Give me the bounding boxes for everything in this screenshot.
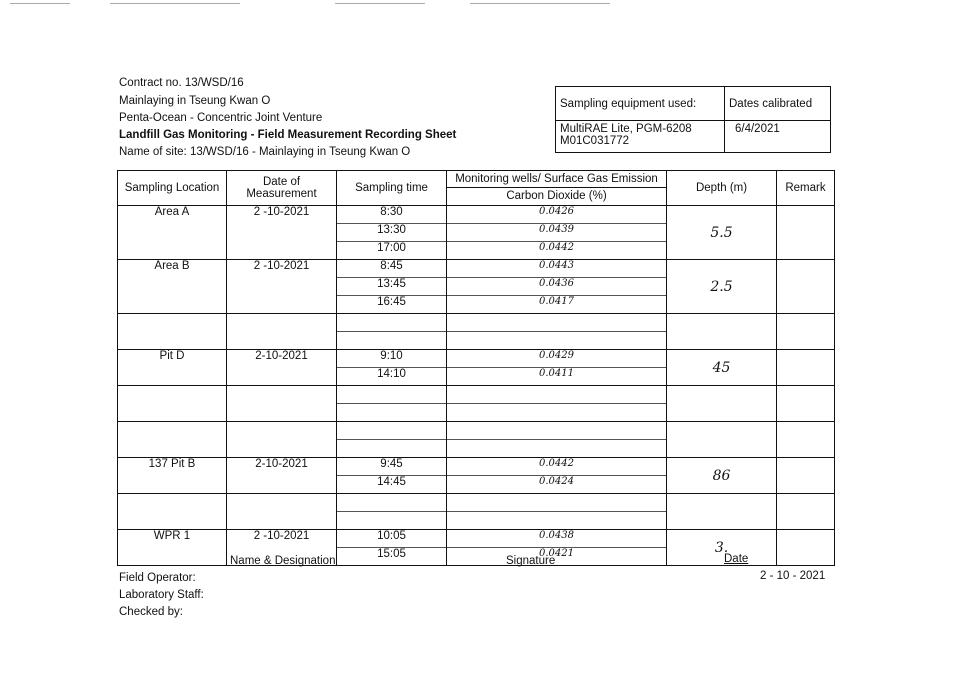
date-cell: 2-10-2021 [227,458,337,494]
co2-cell: 0.0442 [447,458,667,476]
co2-cell: 0.0439 [447,224,667,242]
header-sampling-time: Sampling time [337,171,447,206]
depth-cell: 86 [667,458,777,494]
depth-cell [667,386,777,422]
table-row [118,314,835,332]
time-cell: 13:30 [337,224,447,242]
co2-cell: 0.0424 [447,476,667,494]
time-cell: 14:10 [337,368,447,386]
time-cell [337,404,447,422]
time-cell: 16:45 [337,296,447,314]
remark-cell [777,314,835,350]
header-depth: Depth (m) [667,171,777,206]
equipment-serial: M01C031772 [560,135,630,147]
table-row [118,458,835,476]
depth-cell [667,422,777,458]
signature-label: Signature [506,555,556,567]
time-cell [337,512,447,530]
equipment-model [556,121,725,153]
date-cell [227,422,337,458]
time-cell: 8:30 [337,206,447,224]
equipment-model-name: MultiRAE Lite, PGM-6208 [560,123,692,135]
name-designation-label: Name & Designation [230,555,336,567]
time-cell [337,422,447,440]
sheet-title: Landfill Gas Monitoring - Field Measurement Recording Sheet [119,129,457,141]
depth-cell: 2.5 [667,260,777,314]
time-cell: 10:05 [337,530,447,548]
table-row [118,494,835,512]
equipment-used-label: Sampling equipment used: [556,87,725,121]
header-gas-emission [447,171,667,206]
location-cell [118,314,227,350]
project-name: Mainlaying in Tseung Kwan O [119,95,271,107]
field-operator-label: Field Operator: [119,572,196,584]
table-row [118,386,835,404]
co2-cell: 0.0438 [447,530,667,548]
scan-artifact [10,3,70,4]
time-cell: 9:10 [337,350,447,368]
scan-artifact [470,3,610,4]
co2-cell: 0.0442 [447,242,667,260]
co2-cell: 0.0417 [447,296,667,314]
header-carbon-dioxide: Carbon Dioxide (%) [506,190,607,202]
location-cell: WPR 1 [118,530,227,566]
header-sampling-location: Sampling Location [118,171,227,206]
date-cell: 2-10-2021 [227,350,337,386]
location-cell: 137 Pit B [118,458,227,494]
time-cell: 13:45 [337,278,447,296]
site-name: Name of site: 13/WSD/16 - Mainlaying in Tseung Kwan O [119,146,411,158]
checked-by-label: Checked by: [119,606,183,618]
remark-cell [777,458,835,494]
table-row [118,422,835,440]
co2-cell [447,404,667,422]
equipment-table [555,86,831,153]
date-cell [227,494,337,530]
header-date-of-measurement: Date of Measurement [227,171,337,206]
co2-cell: 0.0443 [447,260,667,278]
location-cell [118,386,227,422]
table-row [118,206,835,224]
co2-cell: 0.0429 [447,350,667,368]
laboratory-staff-label: Laboratory Staff: [119,589,204,601]
co2-cell: 0.0426 [447,206,667,224]
remark-cell [777,530,835,566]
co2-cell: 0.0411 [447,368,667,386]
depth-cell [667,494,777,530]
time-cell [337,386,447,404]
time-cell: 9:45 [337,458,447,476]
time-cell: 15:05 [337,548,447,566]
location-cell [118,494,227,530]
co2-cell [447,314,667,332]
date-cell [227,386,337,422]
header-remark: Remark [777,171,835,206]
location-cell [118,422,227,458]
depth-cell: 5.5 [667,206,777,260]
location-cell: Area B [118,260,227,314]
time-cell [337,440,447,458]
calibration-date: 6/4/2021 [725,121,831,153]
date-cell: 2 -10-2021 [227,206,337,260]
co2-cell [447,494,667,512]
date-cell: 2 -10-2021 [227,260,337,314]
co2-cell [447,332,667,350]
remark-cell [777,386,835,422]
remark-cell [777,350,835,386]
date-cell: 2 -10-2021 [227,530,337,566]
contractor-name: Penta-Ocean - Concentric Joint Venture [119,112,323,124]
depth-cell [667,314,777,350]
remark-cell [777,422,835,458]
contract-number: Contract no. 13/WSD/16 [119,77,244,89]
field-operator-date: 2 - 10 - 2021 [760,570,826,582]
co2-cell [447,386,667,404]
time-cell [337,314,447,332]
time-cell: 8:45 [337,260,447,278]
date-cell [227,314,337,350]
scan-artifact [335,3,425,4]
co2-cell [447,422,667,440]
date-label: Date [724,553,749,565]
table-row [118,260,835,278]
remark-cell [777,494,835,530]
time-cell [337,332,447,350]
scan-artifact [110,3,240,4]
remark-cell [777,206,835,260]
remark-cell [777,260,835,314]
dates-calibrated-label: Dates calibrated [725,87,831,121]
measurement-table [117,170,835,566]
time-cell: 17:00 [337,242,447,260]
location-cell: Area A [118,206,227,260]
co2-cell: 0.0436 [447,278,667,296]
table-row [118,350,835,368]
depth-cell: 45 [667,350,777,386]
depth-cell: 3. [667,530,777,566]
table-row [118,530,835,548]
co2-cell [447,512,667,530]
time-cell: 14:45 [337,476,447,494]
time-cell [337,494,447,512]
header-emission-top: Monitoring wells/ Surface Gas Emission [447,171,666,188]
co2-cell [447,440,667,458]
co2-cell: 0.0421 [447,548,667,566]
location-cell: Pit D [118,350,227,386]
